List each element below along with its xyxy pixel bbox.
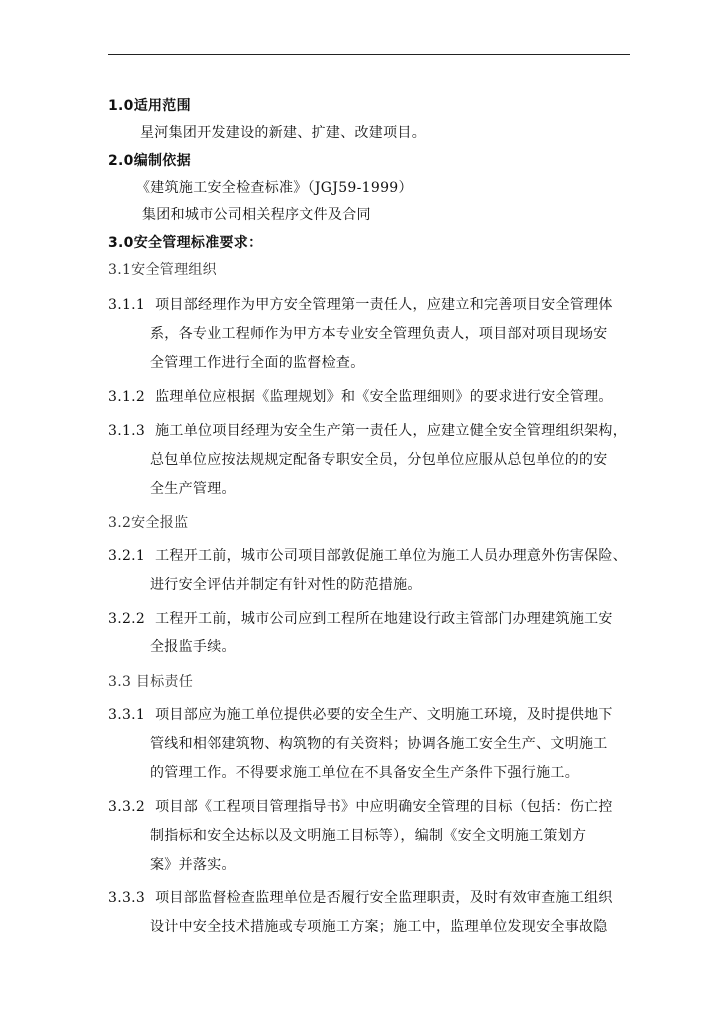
para-3-3-2-text-1: 项目部《工程项目管理指导书》中应明确安全管理的目标（包括：伤亡控 <box>155 799 613 815</box>
para-3-3-3-line-2: 设计中安全技术措施或专项施工方案；施工中，监理单位发现安全事故隐 <box>150 919 608 935</box>
section-3-1-title: 3.1安全管理组织 <box>108 262 217 278</box>
section-3-title: 3.0安全管理标准要求： <box>108 235 263 251</box>
para-3-1-2-text-1: 监理单位应根据《监理规划》和《安全监理细则》的要求进行安全管理。 <box>155 389 613 405</box>
para-3-1-3-line-3: 全生产管理。 <box>150 481 236 497</box>
para-3-1-1-text-1: 项目部经理作为甲方安全管理第一责任人，应建立和完善项目安全管理体 <box>155 297 613 313</box>
para-3-1-3-num: 3.1.3 <box>108 423 146 439</box>
para-3-1-1-line-2: 系，各专业工程师作为甲方本专业安全管理负责人，项目部对项目现场安 <box>150 326 608 342</box>
para-3-3-2-num: 3.3.2 <box>108 799 146 815</box>
para-3-3-3-num: 3.3.3 <box>108 890 146 906</box>
para-3-3-1-line-2: 管线和相邻建筑物、构筑物的有关资料；协调各施工安全生产、文明施工 <box>150 736 608 752</box>
section-2-title: 2.0编制依据 <box>108 153 191 169</box>
para-3-3-1-line-3: 的管理工作。不得要求施工单位在不具备安全生产条件下强行施工。 <box>150 765 579 781</box>
section-2-line-2: 集团和城市公司相关程序文件及合同 <box>142 207 371 223</box>
para-3-2-1-text-1: 工程开工前，城市公司项目部敦促施工单位为施工人员办理意外伤害保险、 <box>155 548 628 564</box>
section-3-2-title: 3.2安全报监 <box>108 515 189 531</box>
para-3-2-2-num: 3.2.2 <box>108 611 146 627</box>
para-3-3-2-line-1 <box>108 797 613 817</box>
para-3-1-1-line-1 <box>108 295 613 315</box>
para-3-3-1-num: 3.3.1 <box>108 707 146 723</box>
section-2-line-1: 《建筑施工安全检查标准》（JGJ59-1999） <box>136 180 413 196</box>
section-3-3-title: 3.3 目标责任 <box>108 674 194 690</box>
para-3-1-1-line-3: 全管理工作进行全面的监督检查。 <box>150 355 365 371</box>
para-3-3-2-line-2: 制指标和安全达标以及文明施工目标等），编制《安全文明施工策划方 <box>150 828 587 844</box>
para-3-1-3-line-2: 总包单位应按法规规定配备专职安全员，分包单位应服从总包单位的的安 <box>150 452 608 468</box>
para-3-3-1-text-1: 项目部应为施工单位提供必要的安全生产、文明施工环境，及时提供地下 <box>155 707 613 723</box>
para-3-2-1-line-1 <box>108 546 627 566</box>
section-1-title: 1.0适用范围 <box>108 98 191 114</box>
para-3-2-2-text-1: 工程开工前，城市公司应到工程所在地建设行政主管部门办理建筑施工安 <box>155 611 613 627</box>
para-3-2-1-line-2: 进行安全评估并制定有针对性的防范措施。 <box>150 577 422 593</box>
header-rule <box>108 54 630 55</box>
para-3-3-3-line-1 <box>108 888 613 908</box>
para-3-1-3-text-1: 施工单位项目经理为安全生产第一责任人，应建立健全安全管理组织架构， <box>155 423 628 439</box>
para-3-1-1-num: 3.1.1 <box>108 297 146 313</box>
para-3-1-2-line-1 <box>108 387 613 407</box>
para-3-3-1-line-1 <box>108 705 613 725</box>
para-3-1-2-num: 3.1.2 <box>108 389 146 405</box>
para-3-1-3-line-1 <box>108 421 627 441</box>
para-3-3-2-line-3: 案》并落实。 <box>150 857 236 873</box>
para-3-2-2-line-1 <box>108 609 613 629</box>
para-3-2-2-line-2: 全报监手续。 <box>150 639 236 655</box>
para-3-3-3-text-1: 项目部监督检查监理单位是否履行安全监理职责，及时有效审查施工组织 <box>155 890 613 906</box>
para-3-2-1-num: 3.2.1 <box>108 548 146 564</box>
section-1-body: 星河集团开发建设的新建、扩建、改建项目。 <box>140 125 426 141</box>
